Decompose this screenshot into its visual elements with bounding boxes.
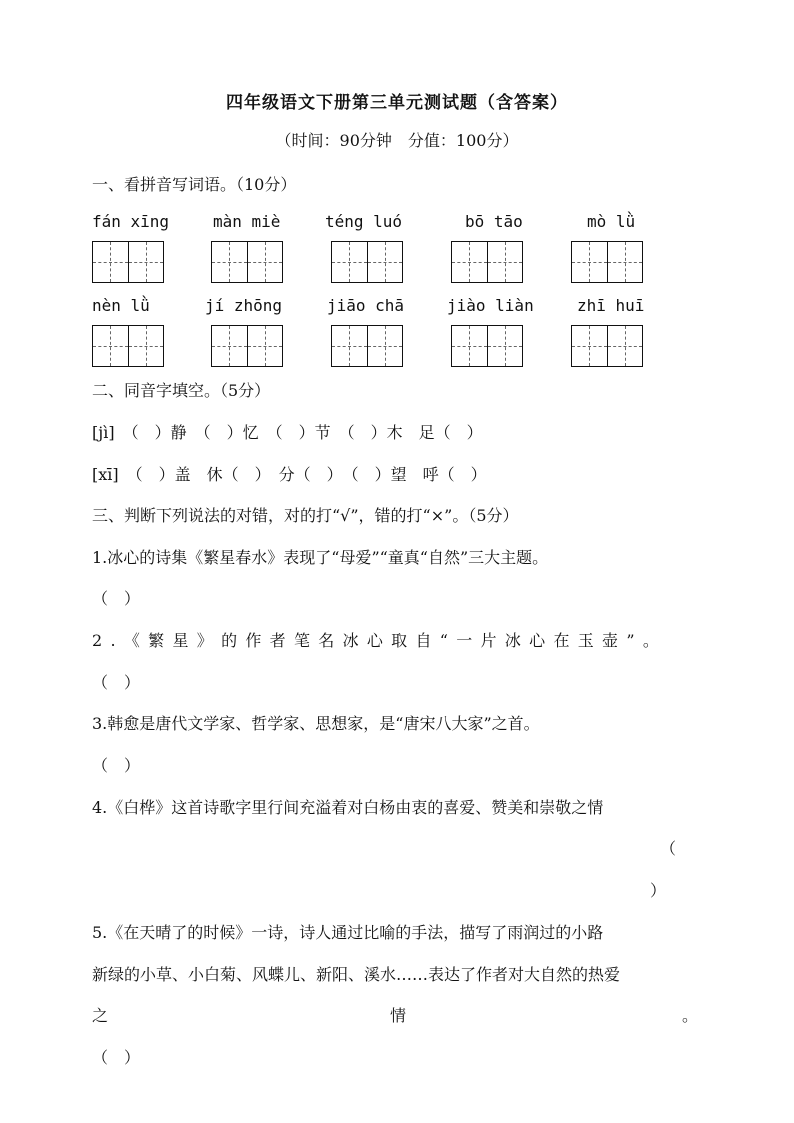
question-5-line2: 新绿的小草、小白菊、风蝶儿、新阳、溪水……表达了作者对大自然的热爱 <box>92 965 621 984</box>
section2-heading: 二、同音字填空。（5分） <box>92 381 271 400</box>
question-2: 2.《繁星》的作者笔名冰心取自“一片冰心在玉壶”。 <box>92 631 668 650</box>
answer-paren-2: （ ） <box>92 673 141 692</box>
writing-grid[interactable] <box>211 325 283 367</box>
question-5-period: 。 <box>682 1006 699 1025</box>
pinyin-bo-tao: bō tāo <box>465 212 523 231</box>
question-4: 4.《白桦》这首诗歌字里行间充溢着对白杨由衷的喜爱、赞美和崇敬之情 <box>92 798 604 817</box>
pinyin-fan-xing: fán xīng <box>92 212 170 231</box>
writing-grid[interactable] <box>451 241 523 283</box>
writing-grid[interactable] <box>571 325 643 367</box>
pinyin-jiao-cha: jiāo chā <box>327 296 405 315</box>
pinyin-teng-luo: téng luó <box>325 212 403 231</box>
writing-grid[interactable] <box>92 325 164 367</box>
page-title: 四年级语文下册第三单元测试题（含答案） <box>226 93 568 113</box>
pinyin-mo-lv: mò lǜ <box>587 212 636 231</box>
answer-paren-1: （ ） <box>92 589 141 608</box>
writing-grid[interactable] <box>211 241 283 283</box>
answer-paren-5: （ ） <box>92 1048 141 1067</box>
writing-grid[interactable] <box>92 241 164 283</box>
writing-grid[interactable] <box>571 241 643 283</box>
pinyin-nen-lv: nèn lǜ <box>92 296 150 315</box>
pinyin-man-mie: màn miè <box>213 212 281 231</box>
section1-heading: 一、看拼音写词语。（10分） <box>92 175 297 194</box>
question-1: 1.冰心的诗集《繁星春水》表现了“母爱”“童真“自然”三大主题。 <box>92 548 549 567</box>
answer-paren-3: （ ） <box>92 756 141 775</box>
pinyin-zhi-hui: zhī huī <box>577 296 645 315</box>
writing-grid[interactable] <box>451 325 523 367</box>
exam-info: （时间：90分钟 分值：100分） <box>275 131 519 150</box>
homophone-line-xi: [xī] （ ）盖 休（ ） 分（ ） （ ）望 呼（ ） <box>92 465 487 484</box>
writing-grid[interactable] <box>331 241 403 283</box>
question-5-word-zhi: 之 <box>92 1006 109 1025</box>
section3-heading: 三、判断下列说法的对错，对的打“√”，错的打“×”。（5分） <box>92 506 519 525</box>
question-5-word-qing: 情 <box>390 1006 407 1025</box>
question-3: 3.韩愈是唐代文学家、哲学家、思想家，是“唐宋八大家”之首。 <box>92 714 540 733</box>
answer-paren-4-close: ） <box>650 881 667 900</box>
writing-grid[interactable] <box>331 325 403 367</box>
question-5-line1: 5.《在天晴了的时候》一诗，诗人通过比喻的手法，描写了雨润过的小路 <box>92 923 604 942</box>
answer-paren-4-open: （ <box>660 839 677 858</box>
pinyin-jiao-lian: jiào liàn <box>447 296 534 315</box>
homophone-line-ji: [jì] （ ）静 （ ）忆 （ ）节 （ ）木 足（ ） <box>92 423 483 442</box>
pinyin-ji-zhong: jí zhōng <box>205 296 283 315</box>
